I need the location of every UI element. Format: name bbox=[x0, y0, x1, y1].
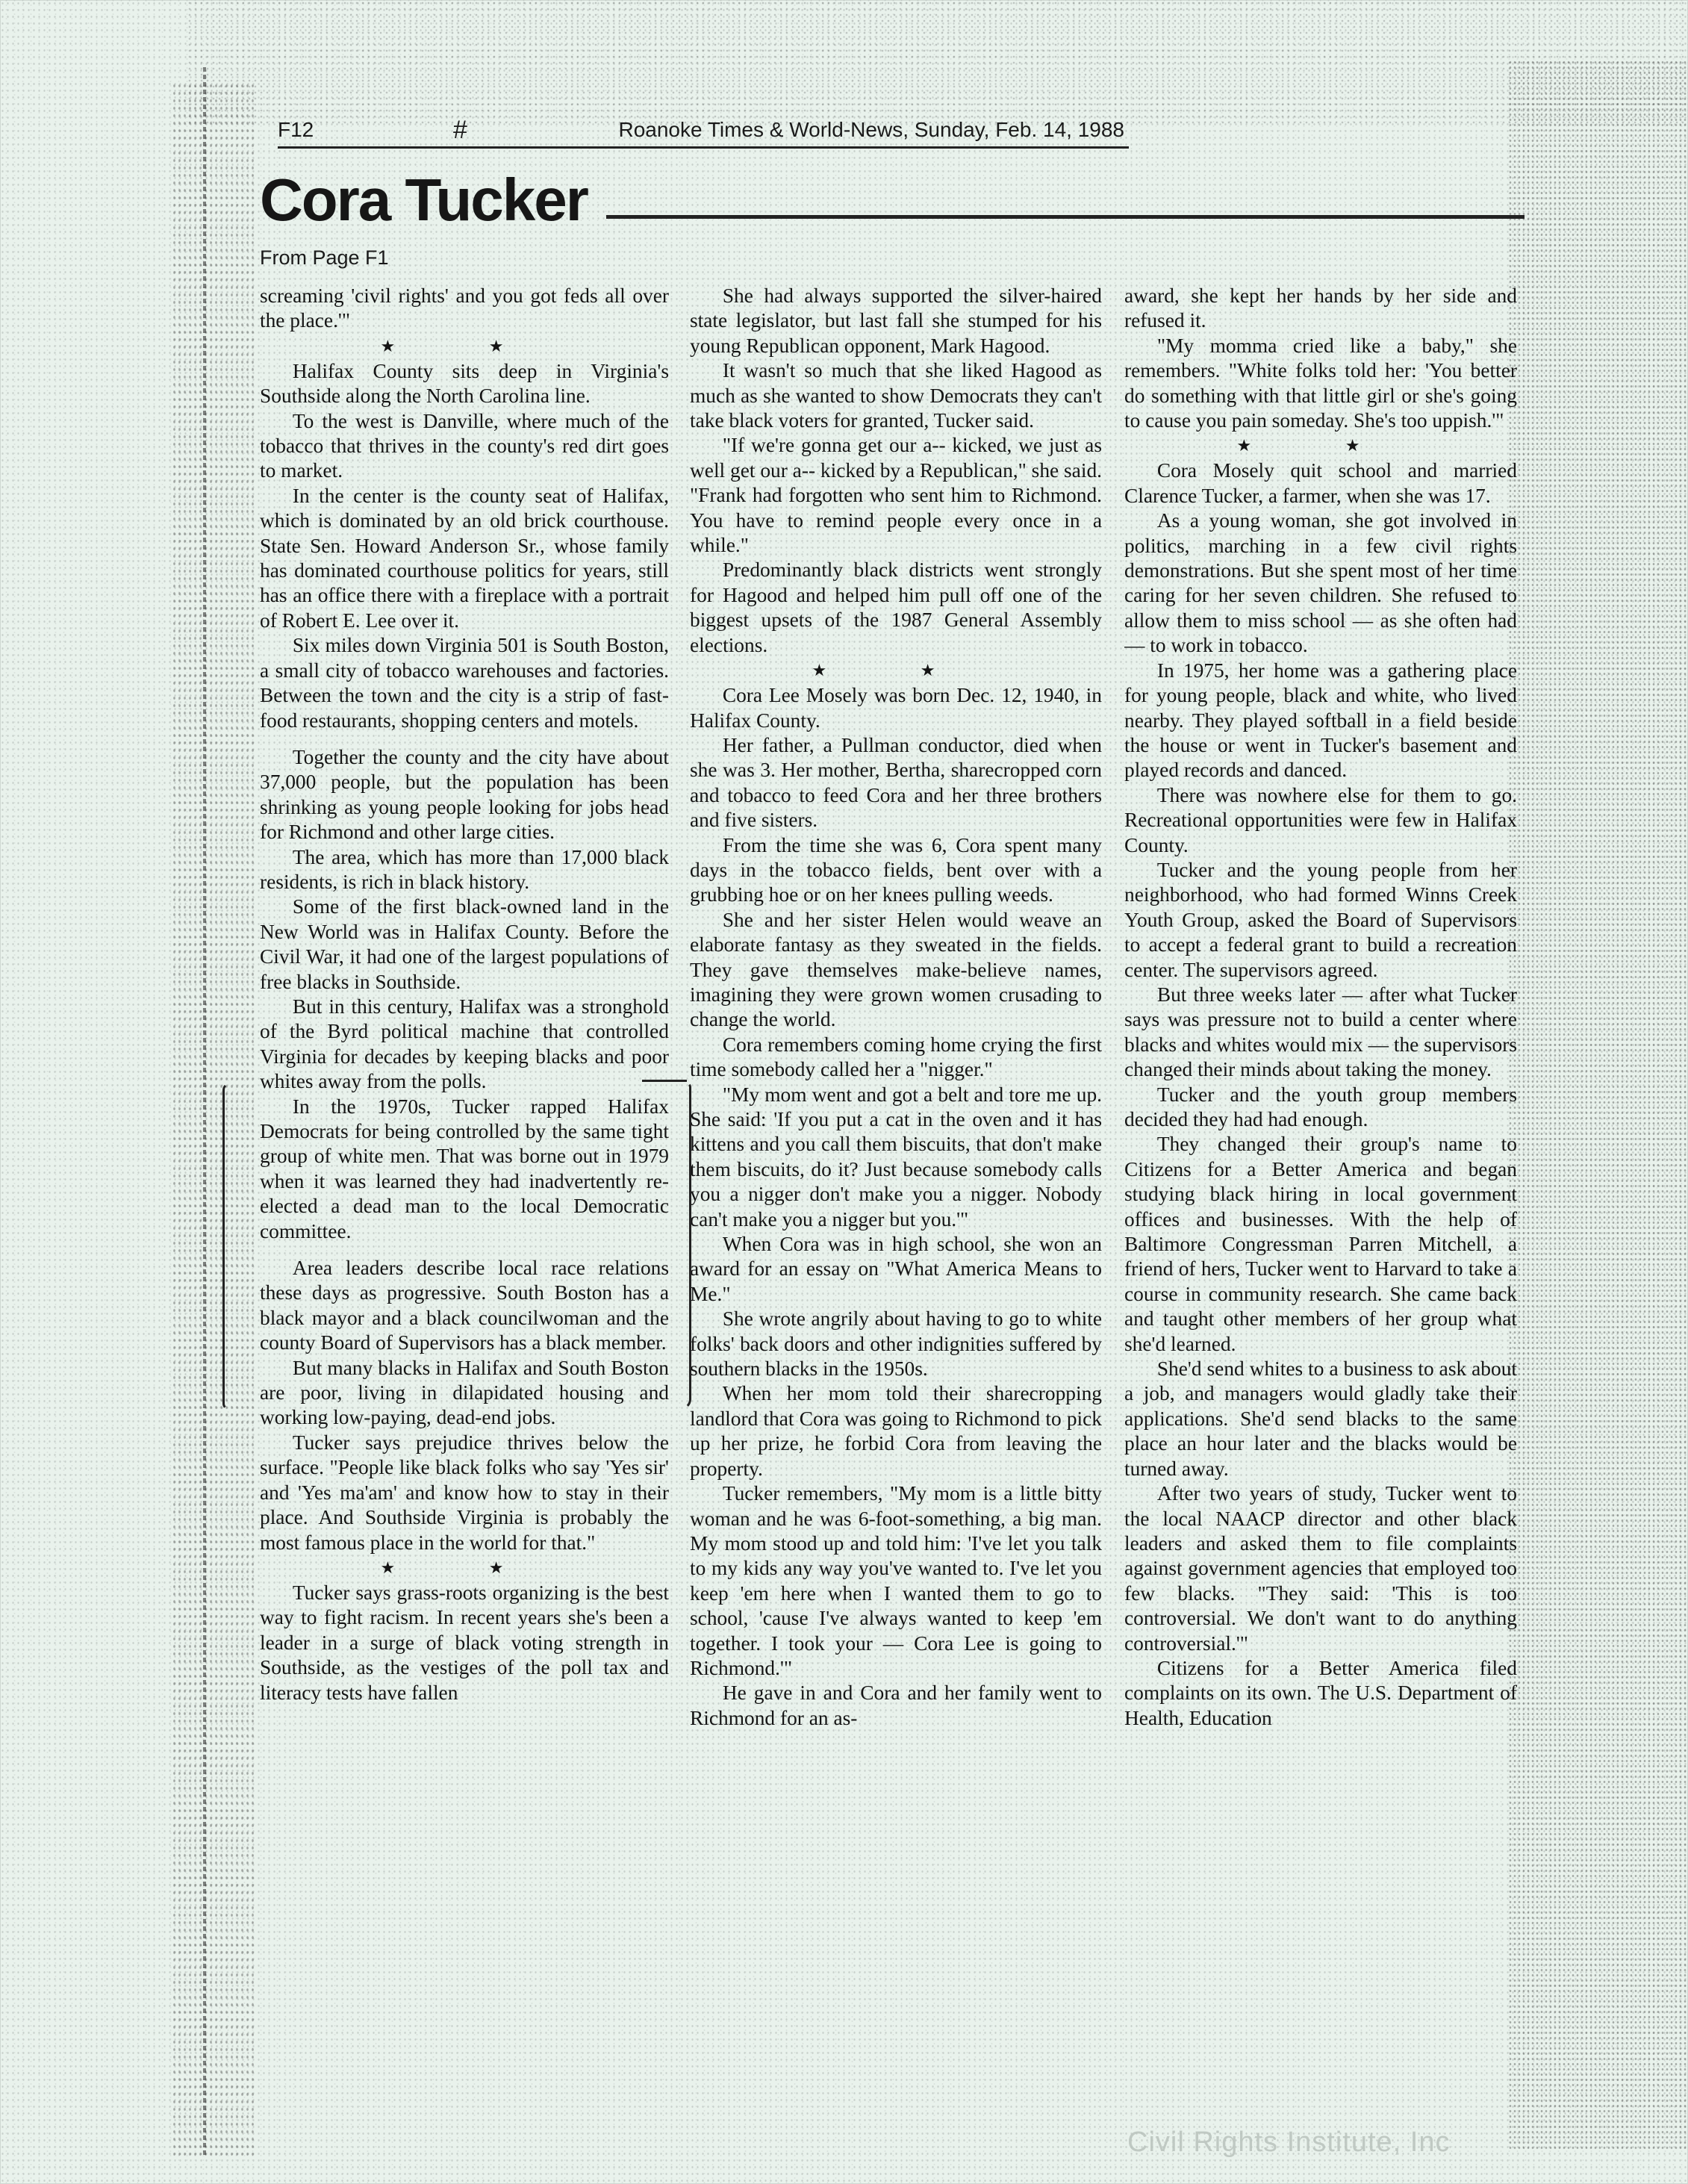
paragraph: Together the county and the city have about 37,000 people, but the population has been shrinking as young people looking for jobs head for Richmond and other large cities. bbox=[260, 745, 669, 844]
paragraph: She and her sister Helen would weave an elaborate fantasy as they sweated in the fields. They gave themselves make-believe names, imagining they were grown women crusading to change the world. bbox=[690, 908, 1102, 1031]
paragraph: Halifax County sits deep in Virginia's Southside along the North Carolina line. bbox=[260, 359, 669, 408]
paragraph: But three weeks later — after what Tucker says was pressure not to build a center where blacks and whites would mix — the supervisors changed their minds about taking the money. bbox=[1124, 983, 1517, 1081]
paragraph: The area, which has more than 17,000 black residents, is rich in black history. bbox=[260, 845, 669, 893]
section-break-stars: ★ ★ bbox=[380, 1558, 549, 1577]
paragraph: She wrote angrily about having to go to white folks' back doors and other indignities suffered by southern blacks in the 1950s. bbox=[690, 1307, 1102, 1381]
article-column-2 bbox=[690, 284, 1102, 2165]
paragraph: "If we're gonna get our a-- kicked, we just as well get our a-- kicked by a Republican," she said. "Frank had forgotten who sent him to Richmond. You have to remind people every once in a while." bbox=[690, 434, 1102, 557]
paragraph: "My momma cried like a baby," she remembers. "White folks told her: 'You better do something with that little girl or she's going to cause you pain someday. She's too uppish.'" bbox=[1124, 334, 1517, 432]
page-number: F12 bbox=[278, 118, 314, 141]
paragraph: To the west is Danville, where much of the tobacco that thrives in the county's red dirt goes to market. bbox=[260, 409, 669, 482]
paragraph: When Cora was in high school, she won an award for an essay on "What America Means to Me." bbox=[690, 1233, 1102, 1305]
handwritten-bracket bbox=[222, 1083, 691, 1410]
paragraph: Tucker says prejudice thrives below the surface. "People like black folks who say 'Yes sir' and 'Yes ma'am' and know how to stay in their place. And Southside Virginia is probably the most famous place in the world for that." bbox=[260, 1431, 669, 1554]
paragraph: She had always supported the silver-haired state legislator, but last fall she stumped for his young Republican opponent, Mark Hagood. bbox=[690, 284, 1102, 357]
paragraph: But in this century, Halifax was a stronghold of the Byrd political machine that controlled Virginia for decades by keeping blacks and poor whites away from the polls. bbox=[260, 995, 669, 1093]
paragraph: Cora Mosely quit school and married Clarence Tucker, a farmer, when she was 17. bbox=[1124, 459, 1517, 507]
paragraph: From the time she was 6, Cora spent many days in the tobacco fields, bent over with a grubbing hoe or on her knees pulling weeds. bbox=[690, 833, 1102, 906]
handwritten-bracket-top bbox=[642, 1080, 687, 1082]
paragraph: In the center is the county seat of Halifax, which is dominated by an old brick courthouse. State Sen. Howard Anderson Sr., whose family has dominated courthouse politics for years, still has an office there with a fireplace with a portrait of Robert E. Lee over it. bbox=[260, 484, 669, 632]
section-break-stars: ★ ★ bbox=[812, 661, 980, 680]
photocopy-speckle-top bbox=[187, 0, 1688, 127]
handwritten-mark: # bbox=[453, 116, 467, 144]
paragraph: Six miles down Virginia 501 is South Boston, a small city of tobacco warehouses and factories. Between the town and the city is a strip of fast-food restaurants, shopping centers and motels. bbox=[260, 634, 669, 732]
paragraph: Cora Lee Mosely was born Dec. 12, 1940, in Halifax County. bbox=[690, 684, 1102, 732]
paragraph: Tucker and the youth group members decided they had had enough. bbox=[1124, 1083, 1517, 1130]
paragraph: After two years of study, Tucker went to the local NAACP director and other black leaders and asked them to file complaints against government agencies that employed too few blacks. "They said: 'This is too controversial. We don't want to do anything controversial.'" bbox=[1124, 1482, 1517, 1655]
left-margin-rule bbox=[203, 67, 206, 2158]
page-header bbox=[278, 112, 1129, 149]
paragraph: "My mom went and got a belt and tore me up. She said: 'If you put a cat in the oven and it has kittens and you call them biscuits, that don't make them biscuits, do it? Just because somebody calls you a nigger don't make you a nigger. Nobody can't make you a nigger but you.'" bbox=[690, 1083, 1102, 1231]
paragraph: Area leaders describe local race relations these days as progressive. South Boston has a black mayor and a black councilwoman and the county Board of Supervisors has a black member. bbox=[260, 1257, 669, 1354]
paragraph: When her mom told their sharecropping landlord that Cora was going to Richmond to pick up her prize, he forbid Cora from leaving the property. bbox=[690, 1382, 1102, 1480]
headline: Cora Tucker bbox=[260, 167, 588, 233]
paragraph: As a young woman, she got involved in politics, marching in a few civil rights demonstrations. But she spent most of her time caring for her seven children. She refused to allow them to miss school — as she often had — to work in tobacco. bbox=[1124, 509, 1517, 657]
paragraph: She'd send whites to a business to ask about a job, and managers would gladly take their applications. She'd send blacks to the same place an hour later and the blacks would be turned away. bbox=[1124, 1357, 1517, 1480]
paragraph: Tucker and the young people from her neighborhood, who had formed Winns Creek Youth Group, asked the Board of Supervisors to accept a federal grant to build a recreation center. The supervisors agreed. bbox=[1124, 858, 1517, 981]
paragraph: There was nowhere else for them to go. Recreational opportunities were few in Halifax County. bbox=[1124, 783, 1517, 856]
paragraph: Cora remembers coming home crying the first time somebody called her a "nigger." bbox=[690, 1033, 1102, 1081]
paragraph: award, she kept her hands by her side and refused it. bbox=[1124, 284, 1517, 332]
paragraph: In 1975, her home was a gathering place for young people, black and white, who lived nearby. They played softball in a field beside the house or went in Tucker's basement and played records and danced. bbox=[1124, 659, 1517, 782]
paragraph: Predominantly black districts went strongly for Hagood and helped him pull off one of the biggest upsets of the 1987 General Assembly elections. bbox=[690, 559, 1102, 656]
paragraph: Her father, a Pullman conductor, died when she was 3. Her mother, Bertha, sharecropped corn and tobacco to feed Cora and her three brothers and five sisters. bbox=[690, 733, 1102, 832]
paragraph: Tucker says grass-roots organizing is the best way to fight racism. In recent years she's been a leader in a surge of black voting strength in Southside, as the vestiges of the poll tax and literacy tests have fallen bbox=[260, 1581, 669, 1704]
paragraph: They changed their group's name to Citizens for a Better America and began studying black hiring in local government offices and businesses. With the help of Baltimore Congressman Parren Mitchell, a friend of hers, Tucker went to Harvard to take a course in community research. She came back and taught other members of her group what she'd learned. bbox=[1124, 1133, 1517, 1355]
paragraph: In the 1970s, Tucker rapped Halifax Democrats for being controlled by the same tight group of white men. That was borne out in 1979 when it was learned they had inadvertently re-elected a dead man to the local Democratic committee. bbox=[260, 1095, 669, 1242]
section-break-stars: ★ ★ bbox=[380, 336, 549, 355]
headline-rule bbox=[606, 215, 1525, 219]
paragraph: screaming 'civil rights' and you got feds all over the place.'" bbox=[260, 284, 669, 332]
dateline: Roanoke Times & World-News, Sunday, Feb. 14, 1988 bbox=[618, 118, 1124, 141]
section-break-stars: ★ ★ bbox=[1236, 436, 1405, 455]
archive-watermark: Civil Rights Institute, Inc bbox=[1127, 2127, 1451, 2158]
paragraph: Some of the first black-owned land in the New World was in Halifax County. Before the Civil War, it had one of the largest populations of free blacks in Southside. bbox=[260, 895, 669, 993]
paragraph: Tucker remembers, "My mom is a little bitty woman and he was 6-foot-something, a big man. My mom stood up and told him: 'I've let you talk to my kids any way you've wanted to. I've let you keep 'em here when I wanted them to go to school, 'cause I've always wanted to keep 'em together. I took your — Cora Lee is going to Richmond.'" bbox=[690, 1482, 1102, 1679]
photocopy-speckle-right bbox=[1508, 60, 1688, 2150]
article-column-3 bbox=[1124, 284, 1517, 2165]
paragraph: Citizens for a Better America filed complaints on its own. The U.S. Department of Health, Education bbox=[1124, 1656, 1517, 1729]
paragraph: He gave in and Cora and her family went to Richmond for an as- bbox=[690, 1681, 1102, 1729]
paragraph: It wasn't so much that she liked Hagood as much as she wanted to show Democrats they can't take black voters for granted, Tucker said. bbox=[690, 359, 1102, 432]
paragraph: But many blacks in Halifax and South Boston are poor, living in dilapidated housing and working low-paying, dead-end jobs. bbox=[260, 1356, 669, 1429]
continued-from-label: From Page F1 bbox=[260, 246, 389, 269]
